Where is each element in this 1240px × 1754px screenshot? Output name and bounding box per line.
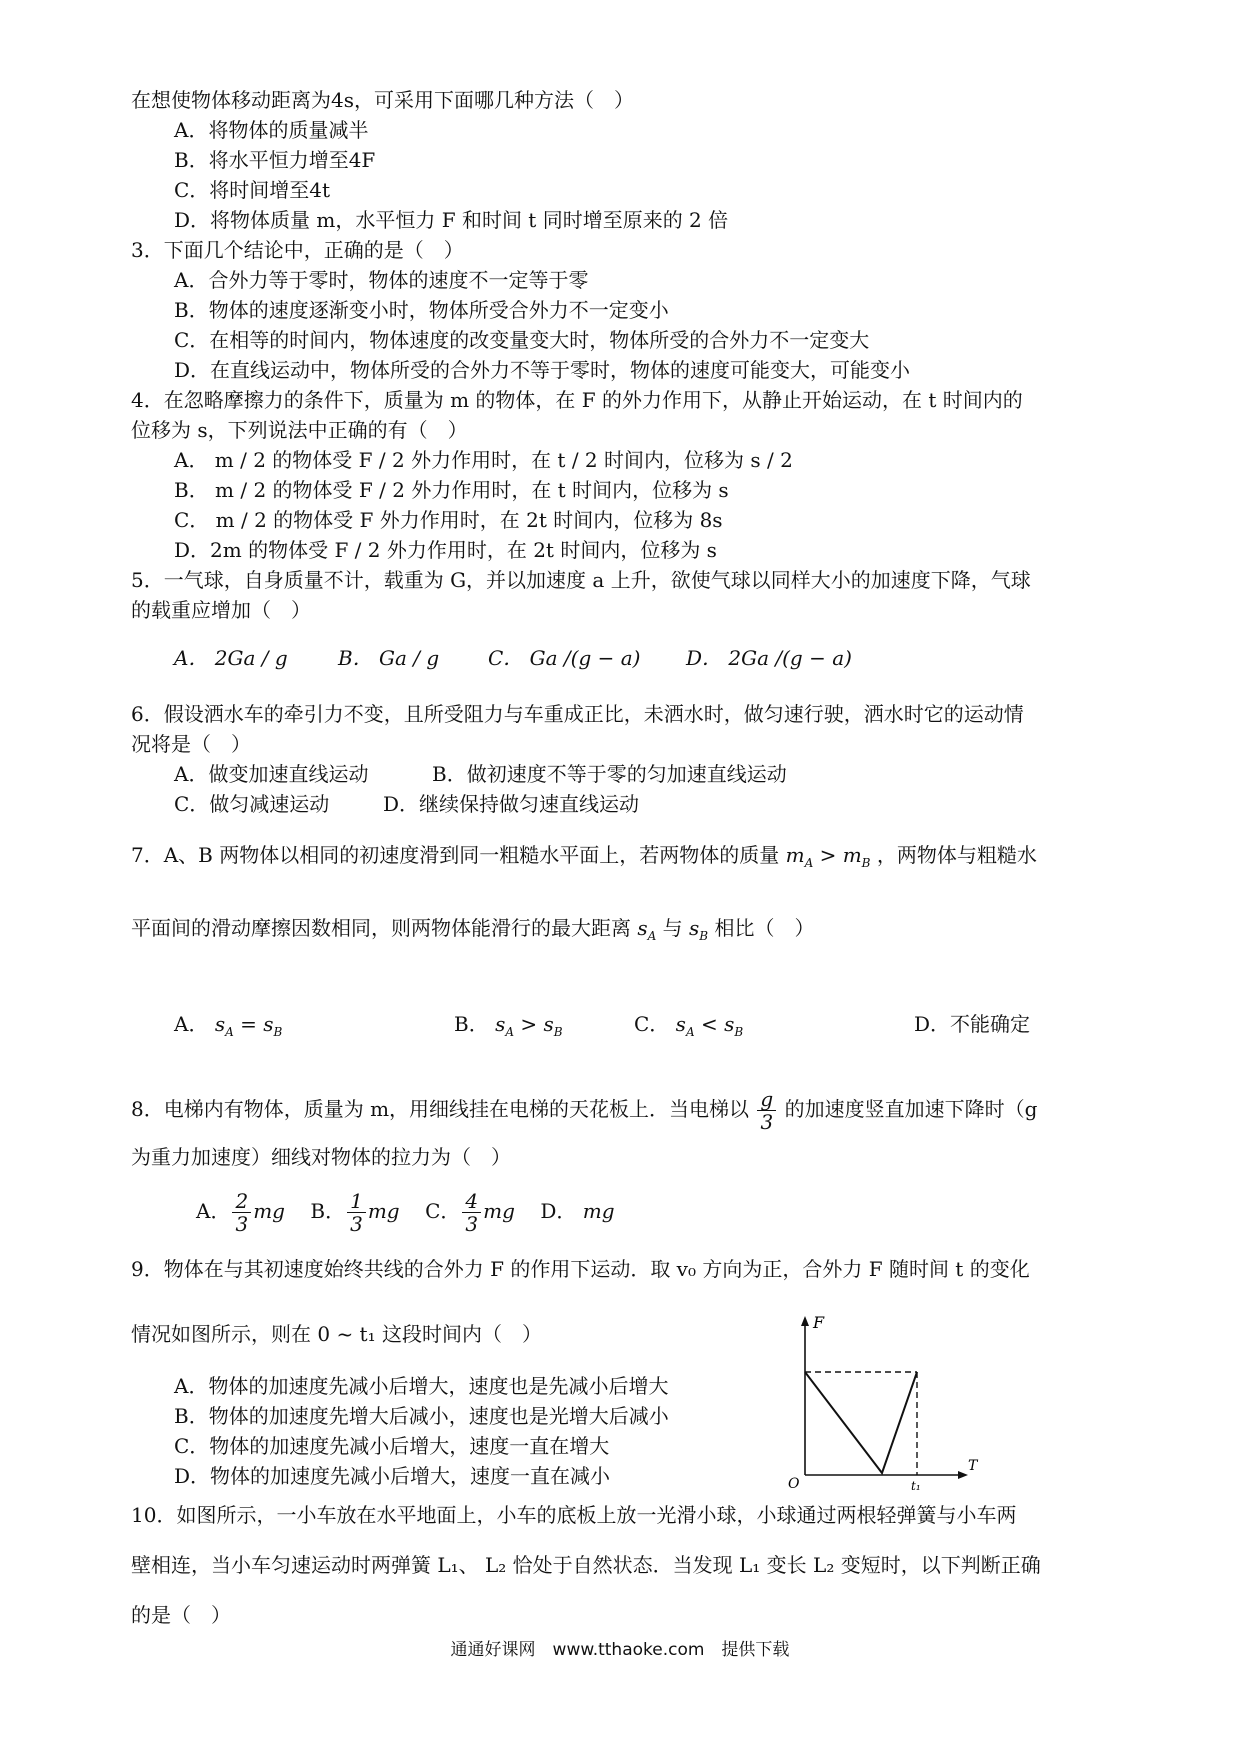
force-curve [805, 1372, 917, 1473]
q6-option-c: C．做匀减速运动 [174, 792, 330, 816]
q7-option-b: B． $s_A > s_B$ [454, 1012, 563, 1039]
q3-option-a: A．合外力等于零时，物体的速度不一定等于零 [174, 268, 589, 292]
q6-option-a: A．做变加速直线运动 [174, 762, 369, 786]
q2-stem: 在想使物体移动距离为4s，可采用下面哪几种方法（ ） [131, 88, 634, 112]
q10-stem-line2: 壁相连，当小车匀速运动时两弹簧 L₁、 L₂ 恰处于自然状态．当发现 L₁ 变长 L₂ 变短时，以下判断正确 [131, 1553, 1041, 1577]
q6-option-b: B．做初速度不等于零的匀加速直线运动 [432, 762, 787, 786]
q3-option-b: B．物体的速度逐渐变小时，物体所受合外力不一定变小 [174, 298, 669, 322]
q9-force-time-graph [780, 1310, 980, 1490]
q3-option-d: D．在直线运动中，物体所受的合外力不等于零时，物体的速度可能变大，可能变小 [174, 358, 911, 382]
q4-option-b: B． m / 2 的物体受 F / 2 外力作用时，在 t 时间内，位移为 s [174, 478, 729, 502]
q7-stem-part2: ，两物体与粗糙水 [876, 843, 1037, 867]
q8-stem-part2: 的加速度竖直加速下降时（g [784, 1097, 1038, 1121]
q2-option-c: C．将时间增至4t [174, 178, 331, 202]
page-footer: 通通好课网 www.tthaoke.com 提供下载 [450, 1640, 790, 1660]
q7-stem2-part2: 与 [662, 916, 683, 940]
q7-stem2-part1: 平面间的滑动摩擦因数相同，则两物体能滑行的最大距离 [131, 916, 631, 940]
q5-stem-line1: 5．一气球，自身质量不计，载重为 G，并以加速度 a 上升，欲使气球以同样大小的加速度下降，气球 [131, 568, 1031, 592]
q7-stem-line2: 平面间的滑动摩擦因数相同，则两物体能滑行的最大距离 $s_A$ 与 $s_B$ 相比（ ） [131, 916, 815, 943]
q7-stem-part1: 7．A、B 两物体以相同的初速度滑到同一粗糙水平面上，若两物体的质量 [131, 843, 780, 867]
q5-option-a: A． 2Ga / g [174, 646, 288, 670]
q3-option-c: C．在相等的时间内，物体速度的改变量变大时，物体所受的合外力不一定变大 [174, 328, 870, 352]
q8-option-d: D． mg [540, 1199, 615, 1223]
q8-stem-line1 [131, 1088, 1037, 1133]
q8-option-c: C． $\frac{4}{3}$ mg [425, 1189, 515, 1236]
q4-option-c: C． m / 2 的物体受 F 外力作用时，在 2t 时间内，位移为 8s [174, 508, 723, 532]
q8-options [196, 1190, 615, 1235]
q8-fraction: $\frac{g}{3}$ [757, 1088, 776, 1133]
q6-stem-line2: 况将是（ ） [131, 732, 251, 756]
q8-option-b: B． $\frac{1}{3}$ mg [310, 1189, 400, 1236]
q5-stem-line2: 的载重应增加（ ） [131, 598, 311, 622]
q10-stem-line3: 的是（ ） [131, 1603, 231, 1627]
q3-stem: 3．下面几个结论中，正确的是（ ） [131, 238, 464, 262]
q8-stem-part1: 8．电梯内有物体，质量为 m，用细线挂在电梯的天花板上．当电梯以 [131, 1097, 750, 1121]
q7-option-a: A． $s_A = s_B$ [174, 1012, 283, 1039]
q8-option-a: A． $\frac{2}{3}$ mg [196, 1189, 285, 1236]
q4-option-d: D．2m 的物体受 F / 2 外力作用时，在 2t 时间内，位移为 s [174, 538, 717, 562]
q9-stem-line1: 9．物体在与其初速度始终共线的合外力 F 的作用下运动．取 v₀ 方向为正，合外力 F 随时间 t 的变化 [131, 1257, 1030, 1281]
q5-option-b: B． Ga / g [338, 646, 440, 670]
q9-option-a: A．物体的加速度先减小后增大，速度也是先减小后增大 [174, 1374, 669, 1398]
q9-option-c: C．物体的加速度先减小后增大，速度一直在增大 [174, 1434, 610, 1458]
y-axis-label: F [813, 1313, 825, 1332]
q2-option-d: D．将物体质量 m，水平恒力 F 和时间 t 同时增至原来的 2 倍 [174, 208, 729, 232]
q4-stem-line2: 位移为 s，下列说法中正确的有（ ） [131, 418, 468, 442]
q2-option-a: A．将物体的质量减半 [174, 118, 369, 142]
q8-stem-line2: 为重力加速度）细线对物体的拉力为（ ） [131, 1145, 511, 1169]
q9-option-d: D．物体的加速度先减小后增大，速度一直在减小 [174, 1464, 611, 1488]
q6-option-d: D．继续保持做匀速直线运动 [383, 792, 640, 816]
origin-label: O [788, 1476, 800, 1490]
q6-stem-line1: 6．假设洒水车的牵引力不变，且所受阻力与车重成正比，未洒水时，做匀速行驶，洒水时它的运动情 [131, 702, 1024, 726]
q9-option-b: B．物体的加速度先增大后减小，速度也是光增大后减小 [174, 1404, 669, 1428]
q7-option-c: C． $s_A < s_B$ [634, 1012, 744, 1039]
q9-stem-line2: 情况如图所示，则在 0 ~ t₁ 这段时间内（ ） [131, 1322, 542, 1346]
q7-mass-relation: $m_A > m_B$ [785, 843, 871, 870]
q7-stem2-part3: 相比（ ） [714, 916, 815, 940]
x-axis-arrow [958, 1471, 968, 1479]
t1-label: t₁ [911, 1479, 921, 1490]
q4-option-a: A． m / 2 的物体受 F / 2 外力作用时，在 t / 2 时间内，位移为 s / 2 [174, 448, 793, 472]
q4-stem-line1: 4．在忽略摩擦力的条件下，质量为 m 的物体，在 F 的外力作用下，从静止开始运动，在 t 时间内的 [131, 388, 1023, 412]
x-axis-label: T [968, 1458, 978, 1474]
q5-option-c: C． Ga /(g − a) [488, 646, 641, 670]
q2-option-b: B．将水平恒力增至4F [174, 148, 376, 172]
q5-option-d: D． 2Ga /(g − a) [686, 646, 852, 670]
q10-stem-line1: 10．如图所示，一小车放在水平地面上，小车的底板上放一光滑小球，小球通过两根轻弹簧与小车两 [131, 1503, 1017, 1527]
y-axis-arrow [801, 1316, 809, 1326]
q7-stem-line1 [131, 843, 1037, 875]
q7-option-d: D．不能确定 [914, 1012, 1031, 1036]
